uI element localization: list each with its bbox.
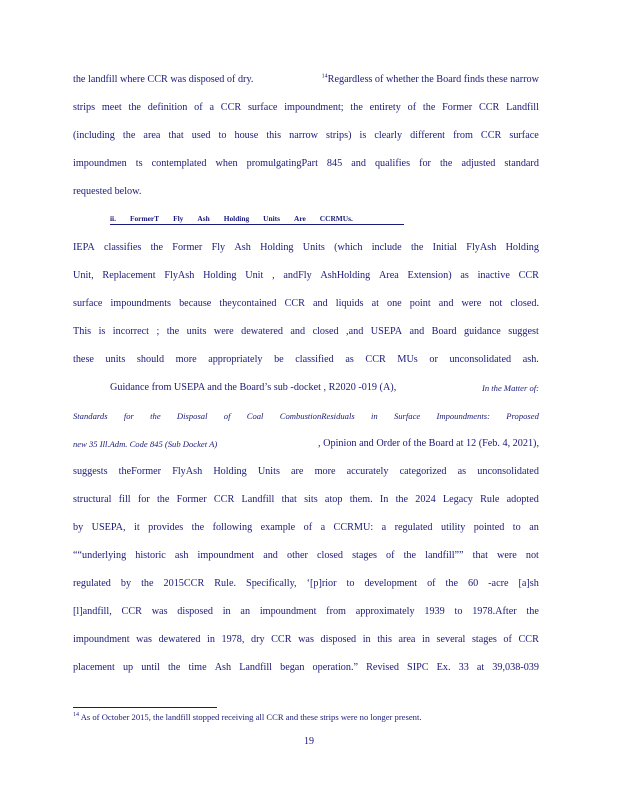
word: [a]sh bbox=[518, 578, 539, 589]
word: house bbox=[234, 130, 259, 141]
word: used bbox=[191, 130, 211, 141]
para3-line-11 bbox=[73, 661, 539, 675]
heading-word: Fly bbox=[173, 214, 184, 223]
word: (including bbox=[73, 130, 115, 141]
word: In bbox=[379, 494, 389, 505]
word: disposed bbox=[177, 606, 213, 617]
para3-line-3 bbox=[73, 437, 539, 451]
word: USEPA bbox=[370, 326, 403, 337]
word: 845 bbox=[326, 158, 343, 169]
word: theFormer bbox=[118, 466, 162, 477]
word: historic bbox=[135, 550, 166, 561]
word: 39,038-039 bbox=[492, 662, 539, 673]
word: area bbox=[143, 130, 161, 141]
heading-word: CCRMUs. bbox=[319, 214, 353, 223]
word: was bbox=[136, 634, 152, 645]
word: in bbox=[206, 634, 215, 645]
word: and bbox=[409, 326, 425, 337]
word: a bbox=[320, 522, 326, 533]
footnote-number: 14 bbox=[73, 712, 79, 719]
word: surface bbox=[73, 298, 103, 309]
word: not bbox=[489, 298, 503, 309]
word: it bbox=[133, 522, 140, 533]
word: atop bbox=[324, 494, 343, 505]
word: Ash bbox=[234, 242, 251, 253]
word: Rule bbox=[480, 494, 500, 505]
word: this bbox=[266, 130, 282, 141]
word: Holding bbox=[260, 242, 294, 253]
section-heading bbox=[110, 213, 404, 225]
word: Disposal bbox=[176, 411, 208, 421]
word: Legacy bbox=[442, 494, 473, 505]
word: Holding bbox=[505, 242, 539, 253]
word: Unit, bbox=[73, 270, 94, 281]
word: that bbox=[472, 550, 488, 561]
word: structural bbox=[73, 494, 112, 505]
word: 2015CCR bbox=[163, 578, 205, 589]
word: promulgatingPart bbox=[246, 158, 318, 169]
word: development bbox=[364, 578, 418, 589]
word: stages bbox=[471, 634, 497, 645]
word: Ex. bbox=[436, 662, 451, 673]
word: CCR bbox=[478, 102, 500, 113]
word: the bbox=[410, 242, 424, 253]
word: sits bbox=[304, 494, 318, 505]
word: from bbox=[326, 606, 346, 617]
word: (which bbox=[334, 242, 363, 253]
para3-line-5 bbox=[73, 493, 539, 507]
word: stages bbox=[352, 550, 377, 561]
word: up bbox=[122, 662, 134, 673]
word: until bbox=[141, 662, 160, 673]
word: or bbox=[429, 354, 438, 365]
word: time bbox=[188, 662, 207, 673]
word: Proposed bbox=[506, 411, 539, 421]
word: surface bbox=[247, 102, 278, 113]
word: IEPA bbox=[73, 242, 95, 253]
word: CCR bbox=[271, 634, 292, 645]
word: the bbox=[445, 578, 458, 589]
word: strips) bbox=[326, 130, 352, 141]
word: definition bbox=[147, 102, 188, 113]
word: was bbox=[298, 634, 314, 645]
word: impoundments bbox=[110, 298, 172, 309]
word: of bbox=[503, 634, 512, 645]
word: Ash bbox=[214, 662, 232, 673]
word: regulated bbox=[394, 522, 433, 533]
word: USEPA, bbox=[91, 522, 126, 533]
word: of bbox=[194, 102, 203, 113]
word: closed bbox=[312, 326, 339, 337]
word: CombustionResiduals bbox=[279, 411, 355, 421]
word: incorrect bbox=[112, 326, 149, 337]
word: this bbox=[377, 634, 392, 645]
footnote bbox=[73, 712, 422, 723]
word: the bbox=[403, 550, 417, 561]
word: were bbox=[461, 298, 482, 309]
para1-line-1-tail-text: Regardless of whether the Board finds these narrow bbox=[327, 74, 539, 85]
word: that bbox=[168, 130, 184, 141]
word: utility bbox=[440, 522, 466, 533]
word: Landfill bbox=[506, 102, 539, 113]
word: MUs bbox=[397, 354, 418, 365]
para1-line-1 bbox=[73, 73, 539, 87]
word: 1939 bbox=[424, 606, 445, 617]
word: began bbox=[280, 662, 305, 673]
word: as bbox=[460, 270, 469, 281]
word: meet bbox=[101, 102, 122, 113]
word: the bbox=[156, 494, 170, 505]
word: impoundment bbox=[197, 550, 255, 561]
para3-line-1-text: Guidance from USEPA and the Board’s sub -docket , R2020 -019 (A), bbox=[110, 382, 397, 393]
word: ““underlying bbox=[73, 550, 127, 561]
word: were bbox=[496, 550, 517, 561]
word: dewatered bbox=[241, 326, 283, 337]
word: of bbox=[303, 522, 313, 533]
word: impoundment; bbox=[284, 102, 344, 113]
word: unconsolidated bbox=[477, 466, 539, 477]
word: include bbox=[371, 242, 402, 253]
word: an bbox=[240, 606, 251, 617]
para2-line-5 bbox=[73, 353, 539, 367]
word: a bbox=[209, 102, 214, 113]
word: units bbox=[105, 354, 126, 365]
word: and bbox=[313, 298, 328, 309]
word: Fly bbox=[211, 242, 226, 253]
para3-line-1-italic: In the Matter of: bbox=[481, 383, 539, 393]
word: because bbox=[179, 298, 212, 309]
word: narrow bbox=[289, 130, 318, 141]
word: dewatered bbox=[158, 634, 201, 645]
word: and bbox=[351, 158, 366, 169]
word: Standards bbox=[73, 411, 108, 421]
word: Unit bbox=[245, 270, 264, 281]
word: CCR bbox=[284, 298, 305, 309]
word: placement bbox=[73, 662, 115, 673]
word: by bbox=[120, 578, 132, 589]
word: Holding bbox=[203, 270, 237, 281]
word: Former bbox=[176, 494, 207, 505]
word: was bbox=[151, 606, 168, 617]
para1-line-2 bbox=[73, 101, 539, 115]
word: when bbox=[215, 158, 238, 169]
heading-word: ii. bbox=[110, 214, 116, 223]
word: liquids bbox=[335, 298, 364, 309]
word: to bbox=[218, 130, 227, 141]
word: at bbox=[371, 298, 379, 309]
word: surface bbox=[509, 130, 539, 141]
word: 2024 bbox=[415, 494, 436, 505]
word: standard bbox=[504, 158, 539, 169]
para3-line-10 bbox=[73, 633, 539, 647]
para3-line-1 bbox=[110, 381, 539, 395]
word: Initial bbox=[432, 242, 458, 253]
word: clearly bbox=[374, 130, 403, 141]
word: the bbox=[395, 494, 409, 505]
word: CCR bbox=[220, 102, 242, 113]
word: dry bbox=[250, 634, 265, 645]
word: closed. bbox=[510, 298, 539, 309]
word: that bbox=[281, 494, 297, 505]
word: This bbox=[73, 326, 92, 337]
word: operation.” bbox=[312, 662, 359, 673]
word: strips bbox=[73, 102, 96, 113]
para1-line-1-tail bbox=[322, 73, 539, 87]
word: an bbox=[529, 522, 539, 533]
para1-line-4 bbox=[73, 157, 539, 171]
word: is bbox=[98, 326, 106, 337]
word: landfill”” bbox=[425, 550, 464, 561]
word: CCR bbox=[213, 494, 235, 505]
word: , bbox=[272, 270, 275, 281]
para2-line-2 bbox=[73, 269, 539, 283]
word: area bbox=[398, 634, 416, 645]
word: [l]andfill, bbox=[73, 606, 112, 617]
word: impoundmen bbox=[73, 158, 127, 169]
word: suggest bbox=[508, 326, 539, 337]
word: of bbox=[407, 102, 417, 113]
word: 1978.After bbox=[472, 606, 517, 617]
word: AshHolding bbox=[320, 270, 371, 281]
page-number: 19 bbox=[304, 736, 314, 747]
word: Revised bbox=[366, 662, 399, 673]
word: the bbox=[191, 522, 205, 533]
para3-line-4 bbox=[73, 465, 539, 479]
para2-line-1 bbox=[73, 241, 539, 255]
word: Replacement bbox=[102, 270, 156, 281]
word: more bbox=[314, 466, 336, 477]
word: were bbox=[213, 326, 234, 337]
word: approximately bbox=[355, 606, 415, 617]
word: in bbox=[422, 634, 430, 645]
word: Area bbox=[378, 270, 399, 281]
word: categorized bbox=[399, 466, 447, 477]
word: 60 bbox=[467, 578, 479, 589]
word: qualifies bbox=[374, 158, 411, 169]
word: closed bbox=[316, 550, 343, 561]
word: Units bbox=[302, 242, 325, 253]
word: the bbox=[150, 411, 161, 421]
word: 33 bbox=[458, 662, 469, 673]
para3-line-2 bbox=[73, 409, 539, 423]
word: FlyAsh bbox=[172, 466, 203, 477]
word: contemplated bbox=[151, 158, 207, 169]
word: Extension) bbox=[407, 270, 452, 281]
footnote-separator bbox=[73, 707, 217, 708]
word: Surface bbox=[393, 411, 421, 421]
word: these bbox=[73, 354, 94, 365]
word: FlyAsh bbox=[164, 270, 195, 281]
word: the bbox=[167, 662, 181, 673]
word: Former bbox=[442, 102, 473, 113]
heading-word: Units bbox=[263, 214, 281, 223]
footnote-text: As of October 2015, the landfill stopped receiving all CCR and these strips were no longer present. bbox=[80, 712, 422, 722]
word: adjusted bbox=[461, 158, 496, 169]
heading-word: FormerT bbox=[129, 214, 160, 223]
word: SIPC bbox=[407, 662, 429, 673]
word: units bbox=[186, 326, 207, 337]
word: ash bbox=[174, 550, 189, 561]
word: following bbox=[212, 522, 253, 533]
word: suggests bbox=[73, 466, 108, 477]
para3-line-3-italic: new 35 Ill.Adm. Code 845 (Sub Docket A) bbox=[73, 439, 218, 449]
word: different bbox=[410, 130, 446, 141]
word: Rule. bbox=[214, 578, 237, 589]
heading-word: Ash bbox=[197, 214, 210, 223]
word: guidance bbox=[464, 326, 501, 337]
word: ts bbox=[135, 158, 143, 169]
word: from bbox=[453, 130, 473, 141]
para3-line-7 bbox=[73, 549, 539, 563]
word: should bbox=[136, 354, 165, 365]
word: the bbox=[422, 102, 436, 113]
word: Former bbox=[172, 242, 203, 253]
word: for bbox=[419, 158, 431, 169]
word: not bbox=[525, 550, 539, 561]
word: and bbox=[438, 298, 454, 309]
word: several bbox=[436, 634, 466, 645]
word: Coal bbox=[246, 411, 264, 421]
word: and bbox=[290, 326, 306, 337]
word: them. bbox=[349, 494, 373, 505]
word: Landfill bbox=[241, 494, 275, 505]
word: is bbox=[359, 130, 367, 141]
word: ; bbox=[156, 326, 160, 337]
word: point bbox=[409, 298, 431, 309]
word: the bbox=[141, 578, 154, 589]
word: be bbox=[274, 354, 284, 365]
word: CCR bbox=[480, 130, 502, 141]
word: the bbox=[350, 102, 363, 113]
word: andFly bbox=[283, 270, 312, 281]
word: as bbox=[457, 466, 467, 477]
word: Board bbox=[431, 326, 457, 337]
heading-word: Holding bbox=[223, 214, 250, 223]
word: in bbox=[370, 411, 378, 421]
word: and bbox=[263, 550, 278, 561]
word: ash. bbox=[522, 354, 539, 365]
word: classified bbox=[295, 354, 334, 365]
word: the bbox=[439, 158, 453, 169]
word: fill bbox=[118, 494, 131, 505]
word: adopted bbox=[506, 494, 539, 505]
word: FlyAsh bbox=[466, 242, 497, 253]
word: the bbox=[128, 102, 141, 113]
word: for bbox=[123, 411, 134, 421]
word: of bbox=[223, 411, 231, 421]
word: ‘[p]rior bbox=[306, 578, 337, 589]
word: Impoundments: bbox=[436, 411, 490, 421]
para2-line-4 bbox=[73, 325, 539, 339]
heading-word: Are bbox=[294, 214, 306, 223]
word: theycontained bbox=[219, 298, 277, 309]
word: other bbox=[286, 550, 308, 561]
word: example bbox=[260, 522, 296, 533]
para3-line-8 bbox=[73, 577, 539, 591]
word: of bbox=[427, 578, 436, 589]
word: for bbox=[137, 494, 150, 505]
word: one bbox=[386, 298, 402, 309]
word: accurately bbox=[346, 466, 389, 477]
word: entirety bbox=[369, 102, 401, 113]
word: Holding bbox=[213, 466, 247, 477]
word: inactive bbox=[477, 270, 510, 281]
word: regulated bbox=[73, 578, 111, 589]
para1-line-1-text: the landfill where CCR was disposed of dry. bbox=[73, 74, 254, 85]
para3-line-9 bbox=[73, 605, 539, 619]
word: CCR bbox=[121, 606, 142, 617]
word: more bbox=[175, 354, 197, 365]
word: appropriately bbox=[208, 354, 263, 365]
word: Units bbox=[257, 466, 280, 477]
word: CCRMU: bbox=[333, 522, 374, 533]
word: at bbox=[476, 662, 485, 673]
para3-line-3-tail: , Opinion and Order of the Board at 12 (Feb. 4, 2021), bbox=[318, 438, 539, 449]
footnote-ref: 14 bbox=[321, 73, 328, 80]
word: in bbox=[222, 606, 231, 617]
word: the bbox=[122, 130, 136, 141]
word: the bbox=[150, 242, 164, 253]
word: the bbox=[166, 326, 180, 337]
word: -acre bbox=[488, 578, 509, 589]
word: classifies bbox=[103, 242, 142, 253]
word: disposed bbox=[320, 634, 357, 645]
word: CCR bbox=[518, 270, 539, 281]
word: ,and bbox=[346, 326, 364, 337]
word: unconsolidated bbox=[449, 354, 512, 365]
word: to bbox=[512, 522, 521, 533]
para1-line-3 bbox=[73, 129, 539, 143]
word: by bbox=[73, 522, 84, 533]
word: Specifically, bbox=[246, 578, 297, 589]
word: a bbox=[381, 522, 387, 533]
word: to bbox=[346, 578, 355, 589]
word: pointed bbox=[473, 522, 505, 533]
word: impoundment bbox=[259, 606, 317, 617]
word: CCR bbox=[365, 354, 386, 365]
word: in bbox=[362, 634, 371, 645]
word: of bbox=[386, 550, 395, 561]
word: provides bbox=[148, 522, 184, 533]
word: the bbox=[526, 606, 539, 617]
word: 1978, bbox=[221, 634, 245, 645]
word: impoundment bbox=[73, 634, 130, 645]
word: are bbox=[291, 466, 304, 477]
word: Landfill bbox=[239, 662, 273, 673]
para2-line-3 bbox=[73, 297, 539, 311]
para1-line-5: requested below. bbox=[73, 186, 142, 197]
para3-line-6 bbox=[73, 521, 539, 535]
word: as bbox=[345, 354, 354, 365]
word: CCR bbox=[518, 634, 539, 645]
word: to bbox=[454, 606, 463, 617]
